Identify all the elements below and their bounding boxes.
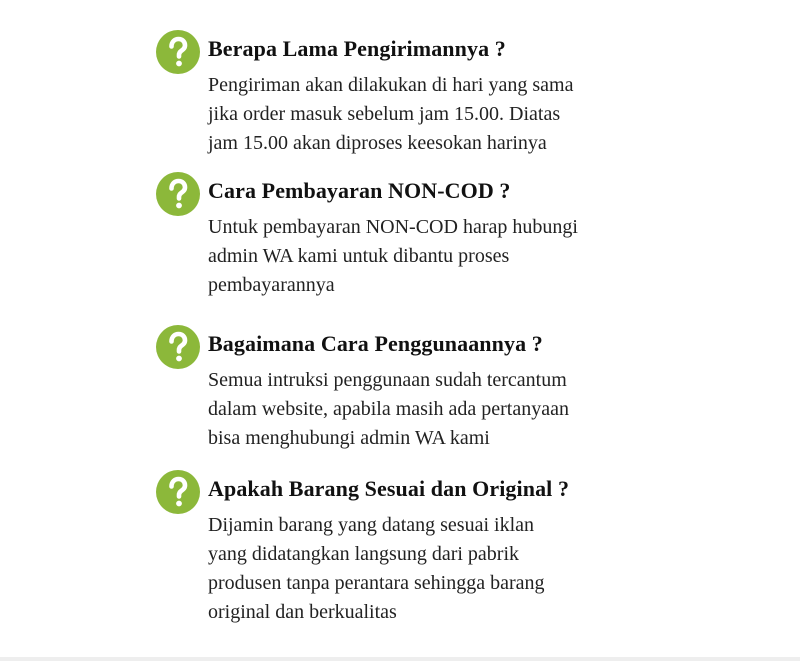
- answer-line: admin WA kami untuk dibantu proses: [208, 245, 510, 267]
- answer-line: original dan berkualitas: [208, 601, 397, 623]
- answer-line: bisa menghubungi admin WA kami: [208, 427, 490, 449]
- faq-answer: [208, 511, 545, 627]
- answer-line: yang didatangkan langsung dari pabrik: [208, 543, 520, 565]
- bottom-divider: [0, 657, 800, 661]
- answer-line: pembayarannya: [208, 274, 335, 296]
- question-mark-icon: [156, 30, 200, 74]
- answer-line: dalam website, apabila masih ada pertanyaan: [208, 398, 569, 420]
- faq-question: Berapa Lama Pengirimannya ?: [208, 36, 506, 61]
- question-mark-icon: [156, 470, 200, 514]
- faq-question: Apakah Barang Sesuai dan Original ?: [208, 476, 570, 501]
- answer-line: Dijamin barang yang datang sesuai iklan: [208, 514, 535, 536]
- faq-answer: [208, 213, 578, 300]
- question-mark-icon: [156, 172, 200, 216]
- answer-line: jika order masuk sebelum jam 15.00. Diatas: [208, 103, 561, 125]
- answer-line: Pengiriman akan dilakukan di hari yang sama: [208, 74, 574, 96]
- question-mark-icon: [156, 325, 200, 369]
- answer-line: produsen tanpa perantara sehingga barang: [208, 572, 545, 594]
- faq-answer: [208, 71, 573, 158]
- faq-question: Cara Pembayaran NON-COD ?: [208, 178, 511, 203]
- answer-line: jam 15.00 akan diproses keesokan harinya: [208, 132, 547, 154]
- answer-line: Untuk pembayaran NON-COD harap hubungi: [208, 216, 578, 238]
- answer-line: Semua intruksi penggunaan sudah tercantum: [208, 369, 567, 391]
- faq-question: Bagaimana Cara Penggunaannya ?: [208, 331, 543, 356]
- faq-answer: [208, 366, 569, 453]
